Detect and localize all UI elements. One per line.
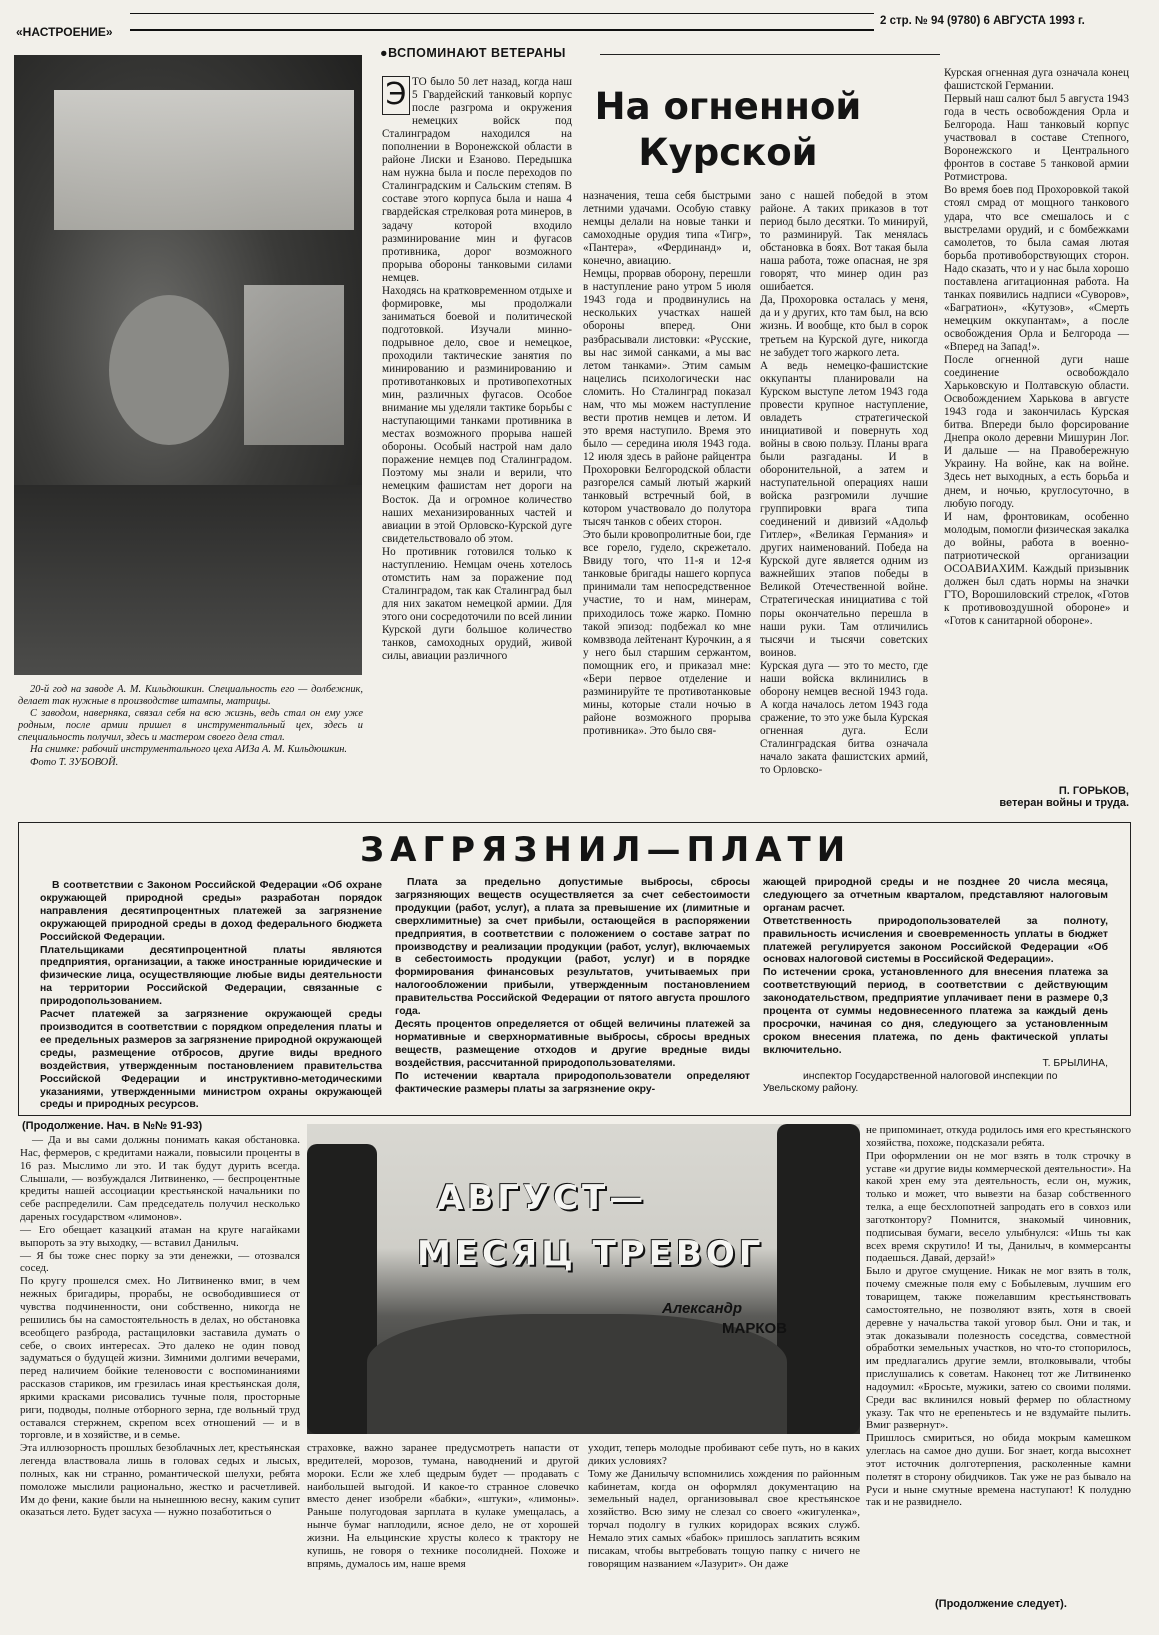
photo-credit: Фото Т. ЗУБОВОЙ. (30, 756, 119, 768)
article3-title-line1: АВГУСТ— (437, 1178, 648, 1218)
article1-author (944, 785, 1129, 809)
article2-col2: Плата за предельно допустимые выбросы, сбросы загрязняющих веществ осуществляется за счет себестоимости продукции (работ, услуг), а плата за превышение их (лимитные и сверхлимитные) за счет прибыли, остающейся в распоряжении предприятия, в соответствии с положением о составе затрат по производству и реализации продукции (работ, услуг), включаемых в себестоимость продукции (работ, услуг) и в порядке формирования финансовых результатов, учитываемых при налогообложении прибыли, утвержденным постановлением правительства Российской Федерации от пятого августа прошлого года. Десять процентов определяется от общей величины платежей за нормативные и сверхнормативные выбросы, сбросы вредных веществ, размещение отходов и другие вредные виды воздействия, рассчитанной природопользователями. По истечении квартала природопользователи определяют фактические размеры платы за загрязнение окру- (395, 877, 750, 1095)
article1-rubric (380, 46, 566, 60)
article3-col3: уходит, теперь молодые пробивают себе путь, но в каких диких условиях? Тому же Данилычу вспомнились хождения по районным кабинетам, когда он оформлял документацию на земельный надел, организовывал свое крестьянское хозяйство. Всю зиму не слезал со своего «жигуленка», торчал подолгу в гулких коридорах всяких служб. Немало этих самых «бабок» пришлось заплатить всяким писакам, чтобы вытребовать тощую папку с ничего не говорящим названием «Лазурит». Он даже (588, 1442, 860, 1570)
article3-author-last: МАРКОВ (722, 1320, 787, 1337)
article1-title-line1: На огненной (594, 85, 862, 128)
photo-field (307, 1124, 860, 1434)
article1-col1: ТО было 50 лет назад, когда наш 5 Гвардейский танковый корпус после разгрома и окружения немецких войск под Сталинградом находился на пополнении в Воронежской области в районе Лиски и Езаново. Передышка нам нужна была и после переходов по Сталинградским и Сальским степям. В составе этого корпуса была и наша 4 гвардейская стрелковая рота минеров, в задачу которой входило разминирование мин и фугасов противника, дорог возможного прорыва обороны танковыми силами немцев. Находясь на кратковременном отдыхе и формировке, мы продолжали заниматься боевой и политической подготовкой. Изучали минно-подрывное дело, свое и немецкое, проходили тактические занятия по минированию и разминированию и противотанковых и противопехотных мин, различных фугасов. Особое внимание мы уделяли тактике борьбы с наступающими танками противника в местах возможного прорыва нашей обороны. Особый настрой нам дало поражение немцев под Сталинградом. Поэтому мы знали и верили, что немецким фашистам нет дороги на Восток. Да и огромное количество наших механизированных частей и авиации в этой Орловско-Курской дуге свидетельствовало об этом. Но противник готовился только к наступлению. Немцам очень хотелось отомстить нам за поражение под Сталинградом, так как Сталинград был для них закатом немецкой армии. Для этого они сосредоточили по всей линии Курской дуги большое количество танков, самоходных орудий, живой силы, авиации различного (382, 76, 572, 663)
article3-next: (Продолжение следует). (935, 1598, 1067, 1610)
article1-title (578, 84, 878, 176)
photo-caption (18, 684, 363, 769)
photo-window (54, 90, 354, 230)
article2-author (763, 1058, 1108, 1096)
article3-author-first: Александр (662, 1300, 743, 1317)
article1-col3: зано с нашей победой в этом районе. А таких приказов в тот период было десятки. То минируй, то разминируй. Так менялась обстановка в боях. Вот такая была наша работа, тоже опасная, не зря говорят, что минер один раз ошибается. Да, Прохоровка осталась у меня, да и у других, кто там был, на всю жизнь. И вообще, кто был в сорок третьем на Курской дуге, никогда не забудет того жаркого лета. А ведь немецко-фашистские оккупанты планировали на Курском выступе летом 1943 года провести крупное наступление, овладеть стратегической инициативой и повернуть ход войны в свою пользу. Планы врага были разгаданы. И в оборонительной, а затем и наступательной операциях наши войска разгромили лучшие группировки врага типа соединений и дивизий «Адольф Гитлер», «Великая Германия» и других наименований. Победа на Курской дуге является одним из важнейших этапов победы в Великой Отечественной войне. Стратегическая инициатива с той поры окончательно перешла в наши руки. Там отличились тысячи и тысячи советских воинов. Курская дуга — это то место, где наши войска вклинились в оборону немцев весной 1943 года. А когда началось летом 1943 года сражение, то это уже была Курская огненная дуга. Если Сталинградская битва означала начало заката фашистских армий, то Орловско- (760, 190, 928, 777)
section-name: «НАСТРОЕНИЕ» (16, 25, 113, 39)
dropcap-box: Э (382, 76, 410, 115)
article2-col3: жающей природной среды и не позднее 20 числа месяца, следующего за отчетным кварталом, представляют налоговым органам расчет. Ответственность природопользователей за полноту, правильность исчисления и своевременность уплаты в бюджет платежей регулируется законом Российской Федерации «Об основах налоговой системы в Российской Федерации». По истечении срока, установленного для внесения платежа за соответствующий период, в соответствии с действующим законодательством, предприятие уплачивает пени в размере 0,3 процента от суммы недовнесенного платежа за каждый день просрочки, начиная со дня, следующего за установленным сроком внесения платежа, по день фактической уплаты включительно. (763, 877, 1108, 1056)
article3-col2: страховке, важно заранее предусмотреть напасти от вредителей, морозов, тумана, наводнений и другой мороки. Если же хлеб щедрым будет — продавать с наибольшей выгодой. И какое-то странное словечко вместо денег изобрели «бабки», «штуки», «лимоны». Раньше полугодовая зарплата в кулаке умещалась, а нынче бумаг наплодили, ясное дело, не от хорошей жизни. На ельцинские хрусты колесо к трактору не купишь, не говоря о технике посолидней. Похоже и впрямь, думалось им, наше время (307, 1442, 579, 1570)
article3-col4: не припоминает, откуда родилось имя его крестьянского хозяйства, похоже, подсказали ребята. При оформлении он не мог взять в толк строчку в уставе «и другие виды коммерческой деятельности». На какой хрен ему эта деятельность, если он, мужик, только и может, что вывезти на базар собственного телка, а еще бесхлопотней запродать его в совхоз или заготконтору? Помнится, знакомый чиновник, подписывая бумаги, весело улыбнулся: «Ишь ты как всех время скрутило! И ты, Данилыч, в коммерсанты подаешься. Давай, дерзай!» Было и другое смущение. Никак не мог взять в толк, почему смежные поля ему с Бобылевым, лучшим его товарищем, также пожелавшим крестьянствовать самостоятельно, не позволяют взять, хотя в своей деревне у начальства такой уговор был. Они и так, и этак доказывали полезность соседства, совместной обработки земельных участков, но что-то стопорилось, им предлагались другие земли, втолковывали, чтобы прислушались к советам. Наконец тот же Литвиненко надоумил: «Бросьте, мужики, затею со своими полями. Среди вас вклинился новый фермер по областному указу. Так что не ерепеньтесь и не вздумайте пылить. Вмиг развернут». Пришлось смириться, но обида мокрым камешком улеглась на самое дно души. Бог знает, когда высохнет этот источник долготерпения, расколенные камни полетят в сторону обидчиков. Так уже не раз бывало на Руси и ныне смутные времена наступают! К полудню так и не развиднело. (866, 1124, 1131, 1509)
photo-figure (109, 295, 229, 445)
author2-name: Т. БРЫЛИНА, (1042, 1058, 1108, 1069)
article2-title: ЗАГРЯЗНИЛ—ПЛАТИ (360, 830, 852, 870)
header-rule-top (130, 13, 874, 14)
article2-col1: В соответствии с Законом Российской Федерации «Об охране окружающей природной среды» разработан порядок направления десятипроцентных платежей за загрязнение окружающей природной среды в доход федерального бюджета Российской Федерации. Плательщиками десятипроцентной платы являются предприятия, организации, а также иностранные юридические и физические лица, осуществляющие любые виды деятельности на территории Российской Федерации, связанные с природопользованием. Расчет платежей за загрязнение окружающей среды производится в соответствии с порядком определения платы и ее предельных размеров за загрязнение природной окружающей среды, размещение отбросов, другие виды вредного воздействия, утвержденным постановлением правительства Российской Федерации и инструктивно-методическими указаниями, утвержденными министром охраны окружающей среды и природных ресурсов. (40, 880, 382, 1111)
photo-window-2 (244, 285, 344, 445)
photo-caption-line2: С заводом, наверняка, связал себя на всю жизнь, ведь стал он ему уже родным, после армии пришел в инструментальный цех, здесь и специальность получил, здесь и мастером своего дела стал. (18, 708, 363, 744)
photo-caption-line3: На снимке: рабочий инструментального цеха АИЗа А. М. Кильдюшкин. (30, 744, 348, 756)
author-role: ветеран войны и труда. (999, 797, 1129, 809)
photo-caption-line1: 20-й год на заводе А. М. Кильдюшкин. Специальность его — долбежник, делает так нужные в производстве штампы, матрицы. (18, 684, 363, 708)
author-name: П. ГОРЬКОВ, (1058, 785, 1129, 797)
article1-title-line2: Курской (638, 131, 818, 174)
photo-machine (14, 485, 362, 675)
rubric-text: ВСПОМИНАЮТ ВЕТЕРАНЫ (388, 46, 566, 60)
author2-role: инспектор Государственной налоговой инспекции по Увельскому району. (763, 1070, 1058, 1095)
black-circle-icon: ● (380, 46, 389, 60)
article1-col4: Курская огненная дуга означала конец фашистской Германии. Первый наш салют был 5 августа 1943 года в честь освобождения Орла и Белгорода. Наш танковый корпус участвовал в составе Степного, Воронежского и Центрального фронтов в составе 5 танковой армии Ротмистрова. Во время боев под Прохоровкой такой стоял смрад от мощного танкового удара, что все смешалось и с выстрелами орудий, и с бомбежками самолетов, то была самая лютая борьба противоборствующих сторон. Надо сказать, что и у нас была хорошо поставлена агитационная работа. На танках появились надписи «Суворов», «Багратион», «Кутузов», «Смерть немецким оккупантам», а после освобождения Орла и Белгорода — «Вперед на Запад!». После огненной дуги наше соединение освобождало Харьковскую и Полтавскую области. Освобождением Харькова в августе 1943 года и закончилась Курская битва. Впереди было форсирование Днепра около деревни Мишурин Лог. И дальше — на Правобережную Украину. На войне, как на войне. Здесь нет выходных, а есть борьба и днем, и ночью, круглосуточно, в любую погоду. И нам, фронтовикам, особенно молодым, помогли физическая закалка до войны, работа в военно-патриотической организации ОСОАВИАХИМ. Каждый призывник должен был сдать нормы на значки ГТО, Ворошиловский стрелок, «Готов к противовоздушной обороне» и «Готов к санитарной обороне». (944, 67, 1129, 627)
article1-col2: назначения, теша себя быстрыми летними удачами. Особую ставку немцы делали на новые танки и самоходные орудия типа «Тигр», «Пантера», «Фердинанд» и, конечно, авиацию. Немцы, прорвав оборону, перешли в наступление рано утром 5 июля 1943 года и продвинулись на нескольких участках нашей обороны вперед. Они разбрасывали листовки: «Русские, вы нас зимой санками, а мы вас летом танками». Этим самым нацелись психологически нас сломить. Но Сталинград показал нам, что мы можем наступление вести против немцев и летом. И это время наступило. Время это было — середина июля 1943 года. 12 июля здесь в районе райцентра Прохоровки Белгородской области разгорелся самый лютый жаркий танковый встречный бой, в котором участвовало до полутора тысяч танков с обеих сторон. Это были кровопролитные бои, где все горело, гудело, скрежетало. Ввиду того, что 11-я и 12-я танковые бригады нашего корпуса принимали там непосредственное участие, то и нам, минерам, приходилось тоже жарко. Помню такой эпизод: подбежал ко мне комвзвода лейтенант Курочкин, а я у него был старшим сержантом, помощник его, и приказал мне: «Бери первое отделение и разминируйте те противотанковые мины, которые стали ночью в районе возможного прорыва противника». Это было свя- (583, 190, 751, 737)
photo-worker (14, 55, 362, 675)
article3-col1: — Да и вы сами должны понимать какая обстановка. Нас, фермеров, с кредитами нажали, повысили проценты в 16 раз. Мыслимо ли это. И так будут дурить всегда. Слышали, — возбуждался Литвиненко, — беспроцентные кредиты нашей ассоциации крестьянской начальники по себе распределили. Сам председатель получил несколько дареных государством «лимонов». — Его обещает казацкий атаман на круге нагайками выпороть за эту выходку, — вставил Данилыч. — Я бы тоже снес порку за эти денежки, — отозвался сосед. По кругу прошелся смех. Но Литвиненко вмиг, в чем нежных бригадиры, прорабы, не освободившиеся от чувства подчиненности, они собственно, никогда не решились бы на самостоятельность в делах, но обстановка всеобщего разброда, растащиловки заставила думать о себе, о своих интересах. Это далеко не один повод задуматься о будущей жизни. Зимними долгими вечерами, перед наличием бойкие теленовости с воспоминаниями рассказов стариков, им грезилась иная крестьянская доля, яркими красками рисовались тучные поля, просторные риги, подводы, полные отборного зерна, где вольный труд оставался стержнем, скрепом всех отношений — и в торговле, и в хозяйстве, и в семье. Эта иллюзорность прошлых безоблачных лет, крестьянская легенда властвовала лишь в головах седых и лысых, полных, как ни странно, романтической шелухи, ребята помоложе мыслили рационально, жестко и расчетливей. Им до фени, какие были на нынешнюю весну, каким супит оказаться лето. Будет засуха — нужно позаботиться о (20, 1134, 300, 1519)
continued-note: (Продолжение. Нач. в №№ 91-93) (22, 1120, 203, 1132)
header-rule (130, 29, 874, 31)
tree-silhouette-2 (777, 1124, 860, 1434)
rubric-rule (600, 54, 940, 55)
article3-title-line2: МЕСЯЦ ТРЕВОГ (417, 1234, 765, 1274)
issue-line: 2 стр. № 94 (9780) 6 АВГУСТА 1993 г. (880, 15, 1085, 27)
